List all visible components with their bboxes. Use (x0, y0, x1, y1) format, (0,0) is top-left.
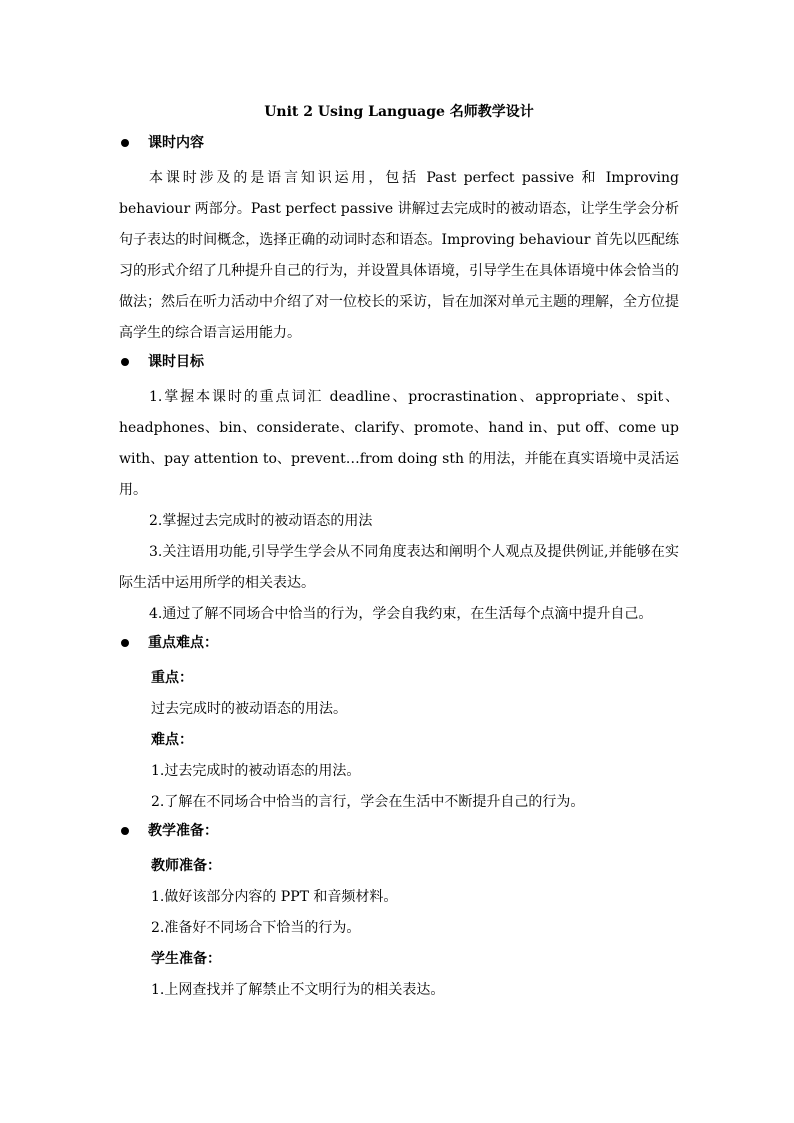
bullet-icon (121, 358, 129, 366)
section-heading-lesson-objectives (119, 352, 679, 372)
key-points-label: 重点： (151, 670, 193, 686)
lesson-content-paragraph: 本课时涉及的是语言知识运用，包括 Past perfect passive 和 Improving behaviour 两部分。Past perfect passive 讲解过去完成时的被动语态，让学生学会分析句子表达的时间概念，选择正确的动词时态和语态。Improving behaviour 首先以匹配练习的形式介绍了几种提升自己的行为，并设置具体语境，引导学生在具体语境中体会恰当的做法；然后在听力活动中介绍了对一位校长的采访，旨在加深对单元主题的理解，全方位提高学生的综合语言运用能力。 (119, 170, 679, 341)
difficult-points-label: 难点： (151, 732, 193, 748)
teacher-preparation-item-1: 1.做好该部分内容的 PPT 和音频材料。 (151, 889, 398, 905)
key-point-item: 过去完成时的被动语态的用法。 (151, 701, 347, 717)
difficult-point-item-2: 2.了解在不同场合中恰当的言行，学会在生活中不断提升自己的行为。 (151, 794, 585, 810)
document-content (119, 102, 679, 1006)
objective-1: 1.掌握本课时的重点词汇 deadline、procrastination、appropriate、spit、headphones、bin、considerate、clarify、promote、hand in、put off、come up with、pay attention to、prevent…from doing sth 的用法，并能在真实语境中灵活运用。 (119, 389, 679, 498)
section-heading-key-difficult-points (119, 633, 679, 653)
bullet-icon (121, 139, 129, 147)
objective-4: 4.通过了解不同场合中恰当的行为，学会自我约束，在生活每个点滴中提升自己。 (149, 606, 653, 622)
document-title: Unit 2 Using Language 名师教学设计 (264, 104, 534, 120)
objective-3: 3.关注语用功能,引导学生学会从不同角度表达和阐明个人观点及提供例证,并能够在实际生活中运用所学的相关表达。 (119, 544, 679, 591)
section-heading-text: 课时内容 (148, 135, 204, 151)
section-heading-text: 教学准备： (148, 823, 218, 839)
student-preparation-item-1: 1.上网查找并了解禁止不文明行为的相关表达。 (151, 982, 445, 998)
section-heading-text: 重点难点： (148, 635, 218, 651)
difficult-point-item-1: 1.过去完成时的被动语态的用法。 (151, 763, 361, 779)
section-heading-lesson-content (119, 133, 679, 153)
section-heading-teaching-preparation (119, 821, 679, 841)
teacher-preparation-item-2: 2.准备好不同场合下恰当的行为。 (151, 920, 361, 936)
bullet-icon (121, 639, 129, 647)
section-heading-text: 课时目标 (148, 354, 204, 370)
teacher-preparation-label: 教师准备： (151, 858, 221, 874)
objective-2: 2.掌握过去完成时的被动语态的用法 (149, 513, 373, 529)
bullet-icon (121, 827, 129, 835)
student-preparation-label: 学生准备： (151, 951, 221, 967)
